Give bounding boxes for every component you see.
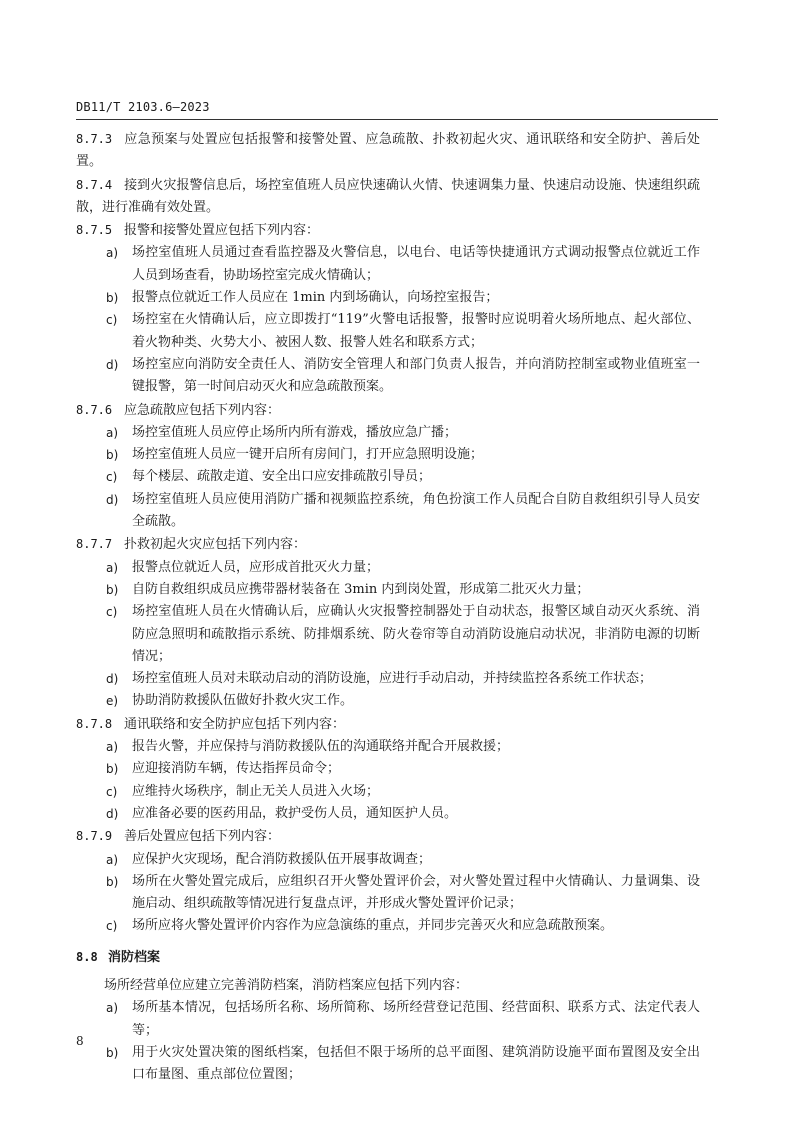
clause-text: 报警和接警处置应包括下列内容： [124,223,320,239]
clause-text: 应急预案与处置应包括报警和接警处置、应急疏散、扑救初起火灾、通讯联络和安全防护、善后处置。 [76,132,700,170]
clause-8-7-8 [76,713,700,736]
item-label: c) [106,470,118,485]
section-intro: 场所经营单位应建立完善消防档案，消防档案应包括下列内容： [104,977,469,993]
item-text: 场控室值班人员应使用消防广播和视频监控系统，角色扮演工作人员配合自防自救组织引导人员安全疏散。 [132,491,700,530]
clause-number: 8.7.7 [76,537,113,552]
clause-8-7-4 [76,174,700,220]
item-label: a) [106,740,119,755]
list-item [76,668,700,690]
item-text: 场所在火警处置完成后，应组织召开火警处置评价会，对火警处置过程中火情确认、力量调集、设施启动、组织疏散等情况进行复盘点评，并形成火警处置评价记录； [132,873,700,912]
clause-number: 8.7.9 [76,829,113,844]
list-item [76,758,700,780]
list-item [76,579,700,601]
item-label: c) [106,313,118,328]
item-text: 场所基本情况，包括场所名称、场所简称、场所经营登记范围、经营面积、联系方式、法定代表人等； [132,1000,700,1038]
item-label: a) [106,852,119,867]
item-text: 每个楼层、疏散走道、安全出口应安排疏散引导员； [132,469,432,485]
clause-text: 扑救初起火灾应包括下列内容： [124,537,307,553]
item-text: 场控室值班人员应停止场所内所有游戏，播放应急广播； [132,424,458,440]
list-item [76,997,700,1042]
clause-8-7-6 [76,399,700,422]
list-item [76,489,700,534]
list-item [76,466,700,488]
list-item [76,557,700,579]
item-text: 应维持火场秩序，制止无关人员进入火场； [132,783,380,799]
section-heading-8-8 [76,946,700,969]
clause-number: 8.7.3 [76,132,113,146]
document-body [76,128,700,1086]
section-title: 消防档案 [108,949,161,965]
item-text: 用于火灾处置决策的图纸档案，包括但不限于场所的总平面图、建筑消防设施平面布置图及安全出口布量图、重点部位位置图； [132,1044,700,1083]
list-item [76,242,700,287]
list-item [76,601,700,668]
item-text: 协助消防救援队伍做好扑救火灾工作。 [132,693,354,709]
list-item [76,444,700,466]
clause-number: 8.7.5 [76,223,113,238]
clause-8-7-5 [76,219,700,242]
item-text: 报警点位就近人员，应形成首批灭火力量； [132,559,380,575]
item-label: c) [106,605,118,620]
clause-8-7-9 [76,825,700,848]
item-text: 场控室值班人员通过查看监控器及火警信息，以电台、电话等快捷通讯方式调动报警点位就近工作人员到场查看，协助场控室完成火情确认； [132,245,700,283]
item-label: c) [106,784,118,799]
page-number: 8 [76,1034,84,1048]
list-item [76,1042,700,1087]
item-text: 报告火警，并应保持与消防救援队伍的沟通联络并配合开展救援； [132,739,510,755]
item-label: b) [106,448,119,463]
clause-text: 善后处置应包括下列内容： [124,829,281,845]
list-item [76,871,700,916]
item-label: d) [106,672,119,687]
clause-8-7-3 [76,128,700,174]
list-item [76,849,700,871]
section-number: 8.8 [76,949,98,964]
list-item [76,736,700,758]
clause-number: 8.7.6 [76,402,113,417]
item-label: a) [106,425,119,440]
item-text: 自防自救组织成员应携带器材装备在 3min 内到岗处置，形成第二批灭火力量； [132,581,590,597]
item-text: 场控室在火情确认后，应立即拨打“119”火警电话报警，报警时应说明着火场所地点、起火部位、着火物种类、火势大小、被困人数、报警人姓名和联系方式； [132,312,700,350]
item-text: 场控室应向消防安全责任人、消防安全管理人和部门负责人报告，并向消防控制室或物业值班室一键报警，第一时间启动灭火和应急疏散预案。 [132,356,700,395]
item-label: d) [106,806,119,821]
clause-text: 接到火灾报警信息后，场控室值班人员应快速确认火情、快速调集力量、快速启动设施、快速组织疏散，进行准确有效处置。 [76,177,700,215]
item-text: 报警点位就近工作人员应在 1min 内到场确认，向场控室报告； [132,290,499,306]
list-item [76,309,700,354]
item-label: b) [106,762,119,777]
clause-text: 通讯联络和安全防护应包括下列内容： [124,716,346,732]
item-text: 场控室值班人员对未联动启动的消防设施，应进行手动启动，并持续监控各系统工作状态； [132,671,653,687]
header-divider [76,119,718,120]
list-item [76,422,700,444]
item-text: 应准备必要的医药用品，救护受伤人员，通知医护人员。 [132,805,458,821]
item-label: a) [106,246,119,261]
item-label: a) [106,560,119,575]
clause-number: 8.7.4 [76,177,113,192]
list-item [76,803,700,825]
clause-8-7-7 [76,533,700,556]
item-label: e) [106,694,119,709]
item-text: 应迎接消防车辆，传达指挥员命令； [132,761,341,777]
item-label: b) [106,874,119,889]
list-item [76,690,700,712]
list-item [76,354,700,399]
item-text: 场控室值班人员应一键开启所有房间门，打开应急照明设施； [132,447,484,463]
item-text: 应保护火灾现场，配合消防救援队伍开展事故调查； [132,851,432,867]
item-label: d) [106,357,119,372]
item-text: 场所应将火警处置评价内容作为应急演练的重点，并同步完善灭火和应急疏散预案。 [132,918,614,934]
clause-text: 应急疏散应包括下列内容： [124,402,281,418]
list-item [76,915,700,937]
item-label: a) [106,1001,119,1016]
item-label: d) [106,492,119,507]
item-label: b) [106,291,119,306]
clause-number: 8.7.8 [76,716,113,731]
list-item [76,287,700,309]
item-label: b) [106,582,119,597]
item-text: 场控室值班人员在火情确认后，应确认火灾报警控制器处于自动状态，报警区域自动灭火系统、消防应急照明和疏散指示系统、防排烟系统、防火卷帘等自动消防设施启动状况，非消防电源的切断情况； [132,604,700,664]
item-label: b) [106,1045,119,1060]
document-code: DB11/T 2103.6—2023 [76,100,210,114]
list-item [76,781,700,803]
item-label: c) [106,919,118,934]
